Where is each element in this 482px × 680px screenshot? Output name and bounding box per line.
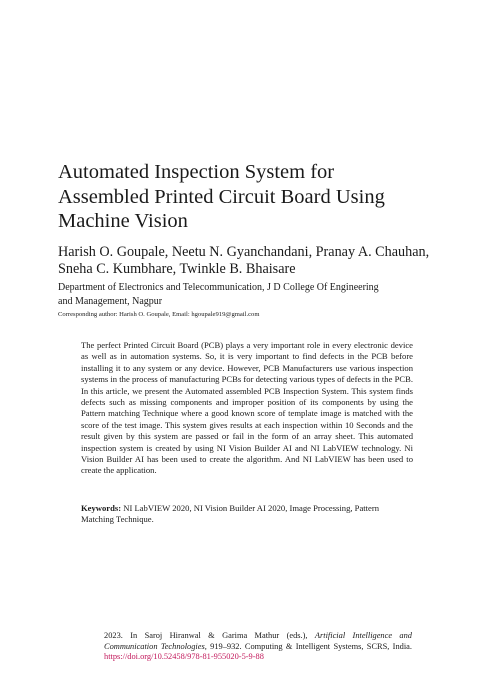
corresponding-author: Corresponding author: Harish O. Goupale, Email: hgoupale919@gmail.com bbox=[58, 311, 260, 318]
title-line: Machine Vision bbox=[58, 210, 188, 232]
doi-link[interactable]: https://doi.org/10.52458/978-81-955020-5-9-88 bbox=[104, 652, 264, 662]
author-line: Sneha C. Kumbhare, Twinkle B. Bhaisare bbox=[58, 261, 296, 277]
affiliation-line: and Management, Nagpur bbox=[58, 295, 163, 307]
title-line: Assembled Printed Circuit Board Using bbox=[58, 185, 385, 208]
citation bbox=[104, 631, 412, 663]
title-line: Automated Inspection System for bbox=[58, 161, 335, 183]
author-list bbox=[58, 244, 438, 278]
citation-book-title: Artificial Intelligence and Communication Technologies bbox=[104, 631, 412, 651]
abstract: The perfect Printed Circuit Board (PCB) plays a very important role in every electronic device as well as in automation systems. So, it is very important to find defects in the PCB before installing it to any system or any device. However, PCB Manufacturers use various inspection systems in the process of manufacturing PCBs for detecting various types of defects in the PCB. In this article, we present the Automated assembled PCB Inspection System. This system finds defects such as missing components and improper position of its components by using the Pattern matching Technique where a good known score of template image is matched with the score of the test image. This system gives results at each inspection within 10 Seconds and the result given by this system are passed or fail in the form of an array sheet. This automated inspection system is created by using NI Vision Builder AI and NI LabVIEW technology. Ni Vision Builder AI has been used to create the algorithm. And NI LabVIEW has been used to create the application. bbox=[81, 340, 413, 476]
keywords bbox=[81, 503, 413, 526]
citation-suffix: , 919–932. Computing & Intelligent Systems, SCRS, India. bbox=[204, 641, 412, 651]
paper-title bbox=[58, 160, 438, 234]
author-line: Harish O. Goupale, Neetu N. Gyanchandani, Pranay A. Chauhan, bbox=[58, 244, 430, 260]
keywords-label: Keywords: bbox=[81, 503, 122, 513]
affiliation-line: Department of Electronics and Telecommunication, J D College Of Engineering bbox=[58, 282, 379, 293]
affiliation bbox=[58, 281, 428, 308]
citation-prefix: 2023. In Saroj Hiranwal & Garima Mathur (eds.), bbox=[104, 631, 315, 640]
keywords-text: NI LabVIEW 2020, NI Vision Builder AI 2020, Image Processing, Pattern Matching Technique. bbox=[81, 503, 380, 525]
